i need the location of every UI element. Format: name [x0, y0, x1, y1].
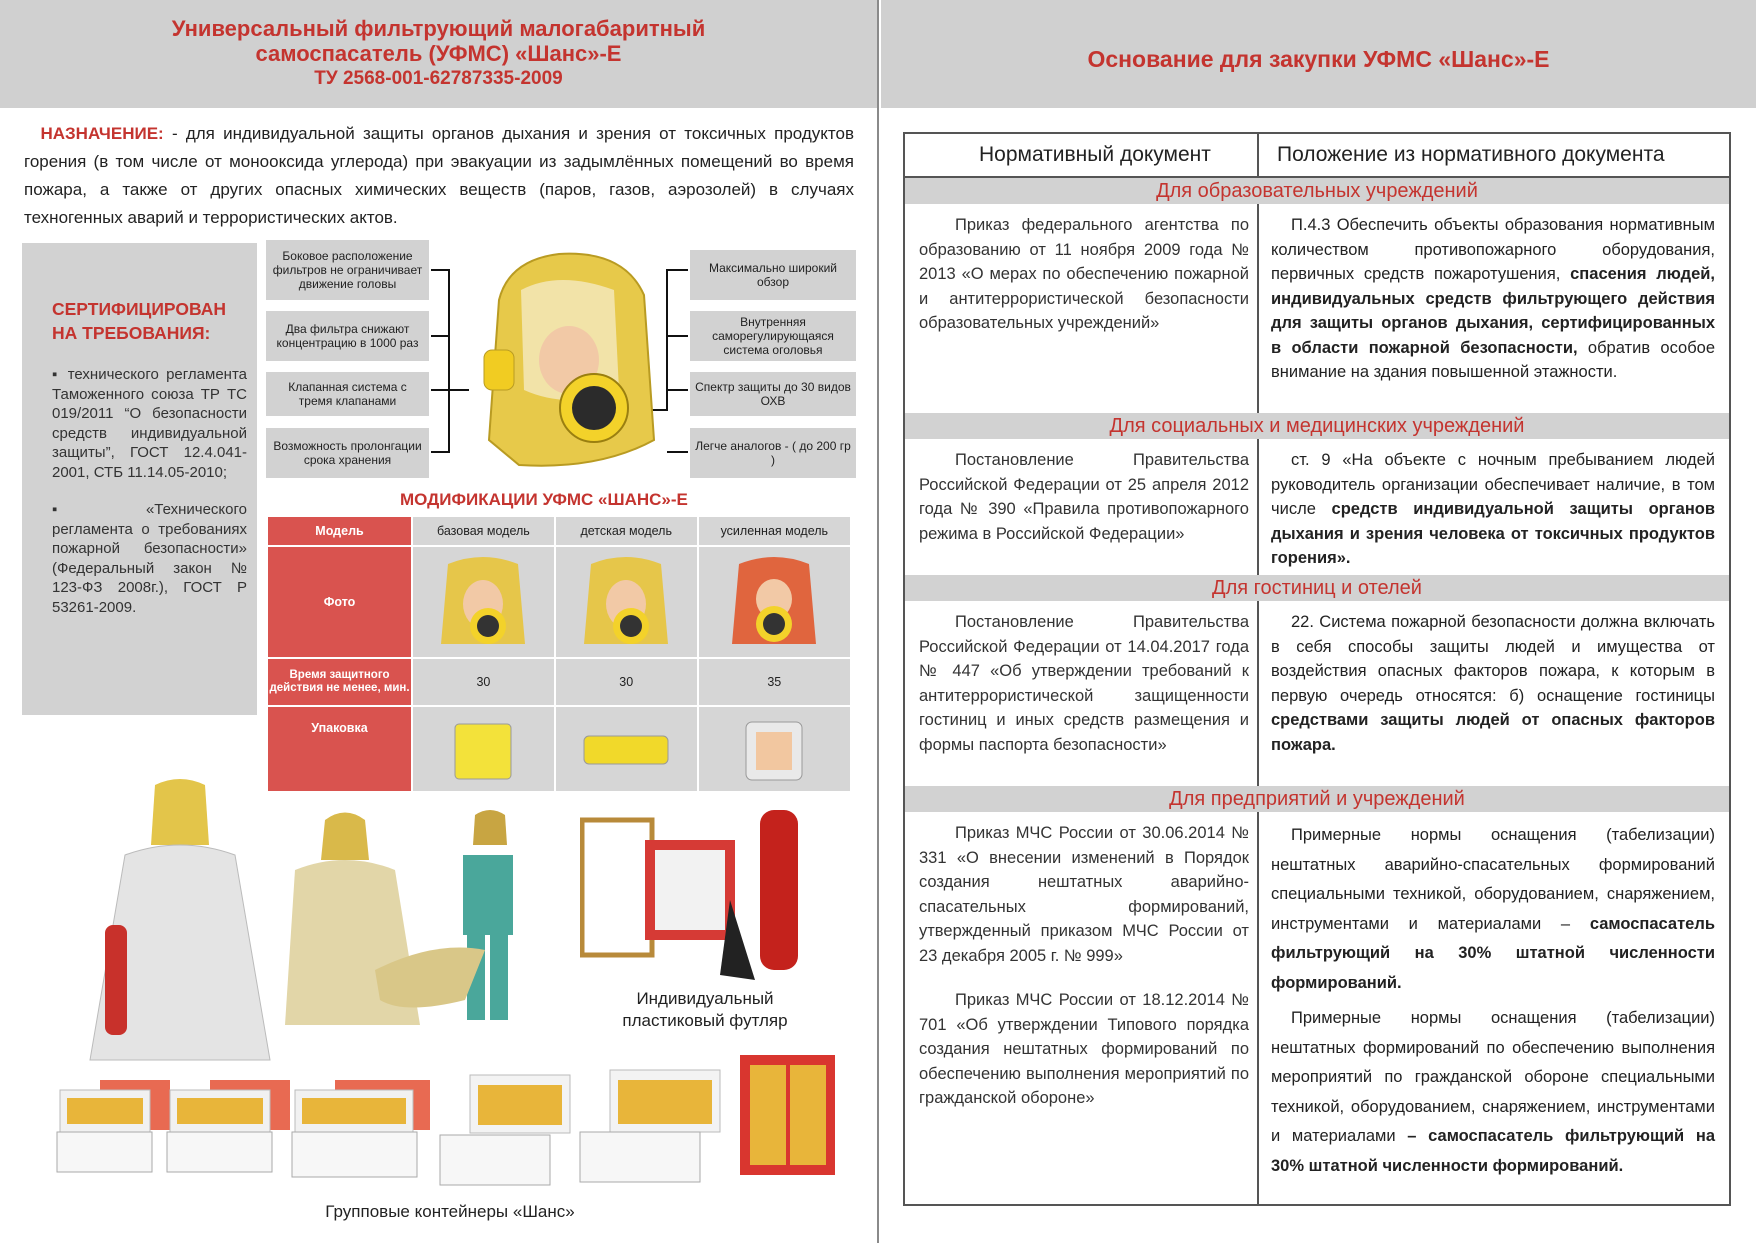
header-reinforced: усиленная модель [699, 517, 850, 545]
pack-reinforced [699, 707, 850, 791]
purpose-paragraph [24, 120, 854, 232]
table-row [905, 812, 1729, 1206]
pos-text: Примерные нормы оснащения (табелизации) нештатных формирований по обеспечению выполнения мероприятий по гражданской обороне специальными техникой, оборудованием, снаряжением, инструментами и материалами [1271, 1009, 1715, 1145]
table-row [268, 547, 850, 657]
modifications-title: МОДИФИКАЦИИ УФМС «ШАНС»-Е [400, 490, 688, 509]
pos-bold: самоспасатель фильтрующий на 30% штатной численности формирований. [1271, 914, 1715, 992]
pos-bold: – самоспасатель фильтрующий на 30% штатной численности формирований. [1271, 1127, 1716, 1175]
modifications-table [266, 515, 852, 793]
table-row [268, 517, 850, 545]
caption-group-containers: Групповые контейнеры «Шанс» [325, 1202, 575, 1221]
section-education: Для образовательных учреждений [905, 178, 1729, 204]
table-header [905, 134, 1729, 178]
pos-text: обратив особое внимание на здания повышенной этажности. [1271, 338, 1715, 381]
feature-prolongation: Возможность пролонгации срока хранения [266, 428, 429, 478]
time-base: 30 [413, 659, 554, 705]
pos-701 [1271, 1004, 1715, 1181]
doc-enterprises [905, 812, 1259, 1206]
feature-headband: Внутренняя саморегулирующаяся система оголовья [690, 311, 856, 361]
left-header [0, 0, 877, 108]
photo-base [413, 547, 554, 657]
pos-text: ст. 9 «На объекте с ночным пребыванием людей руководитель организации обеспечивает наличие, в том числе [1271, 451, 1715, 518]
time-child: 30 [556, 659, 697, 705]
pos-enterprises [1259, 812, 1729, 1206]
pos-text: 22. Система пожарной безопасности должна включать в себя способы защиты людей и имущества от воздействия опасных факторов пожара, к которым в первую очередь относятся: б) оснащение гостиницы [1271, 613, 1715, 705]
pos-social [1259, 439, 1729, 575]
title-line-1: Универсальный фильтрующий малогабаритный [171, 16, 706, 41]
doc-education: Приказ федерального агентства по образованию от 11 ноября 2009 года № 2013 «О мерах по обеспечению пожарной и антитеррористической безопасности образовательных учреждений» [905, 204, 1259, 413]
purpose-text: - для индивидуальной защиты органов дыхания и зрения от токсичных продуктов горения (в том числе от монооксида углерода) при эвакуации из задымлённых помещений во время пожара, а также от других опасных химических веществ (паров, газов, аэрозолей) в случаях техногенных аварий и террористических актов. [24, 124, 855, 227]
pos-hotels [1259, 601, 1729, 786]
section-enterprises: Для предприятий и учреждений [905, 786, 1729, 812]
col-header-position: Положение из нормативного документа [1277, 143, 1665, 166]
photo-reinforced [699, 547, 850, 657]
cert-item-1: ▪ технического регламента Таможенного союза ТР ТС 019/2011 “О безопасности средств индивидуальной защиты”, ГОСТ 12.4.041-2001, СТБ 11.14.05-2010; [52, 366, 247, 481]
pack-child [556, 707, 697, 791]
pos-bold: средствами защиты людей от опасных факторов пожара. [1271, 711, 1715, 754]
table-row [905, 601, 1729, 786]
pack-base [413, 707, 554, 791]
section-hotels: Для гостиниц и отелей [905, 575, 1729, 601]
row-photo-label: Фото [268, 547, 411, 657]
table-row [268, 659, 850, 705]
title-line-2: самоспасатель (УФМС) «Шанс»-Е [255, 41, 622, 66]
col-header-document: Нормативный документ [905, 134, 1259, 176]
pos-bold: средств индивидуальной защиты органов дыхания и зрения человека от токсичных продуктов горения». [1271, 500, 1716, 567]
cert-item-2: ▪ «Технического регламента о требованиях пожарной безопасности» (Федеральный закон № 123-ФЗ 2008г.), ГОСТ Р 53261-2009. [52, 501, 247, 616]
doc-701: Приказ МЧС России от 18.12.2014 № 701 «Об утверждении Типового порядка создания нештатных формирований по обеспечению выполнения мероприятий по гражданской обороне» [919, 991, 1249, 1107]
row-time-label: Время защитного действия не менее, мин. [268, 659, 411, 705]
pos-education [1259, 204, 1729, 413]
purpose-label: НАЗНАЧЕНИЕ: [40, 124, 164, 143]
feature-side-filters: Боковое расположение фильтров не ограничивает движение головы [266, 240, 429, 300]
right-page [881, 0, 1756, 1243]
header-child: детская модель [556, 517, 697, 545]
pos-text: Примерные нормы оснащения (табелизации) нештатных аварийно-спасательных формирований специальными техникой, оборудованием, снаряжением, инструментами и материалами – [1271, 826, 1715, 933]
time-reinforced: 35 [699, 659, 850, 705]
demo-wall-case [580, 790, 830, 980]
feature-lighter: Легче аналогов - ( до 200 гр ) [690, 428, 856, 478]
doc-social: Постановление Правительства Российской Федерации от 25 апреля 2012 года № 390 «Правила противопожарного режима в Российской Федерации» [905, 439, 1259, 575]
pos-bold: спасения людей, индивидуальных средств фильтрующего действия для защиты органов дыхания, сертифицированных в области пожарной безопасности, [1271, 265, 1715, 357]
right-header [881, 0, 1756, 108]
section-social-medical: Для социальных и медицинских учреждений [905, 413, 1729, 439]
title-line-3: ТУ 2568-001-62787335-2009 [314, 68, 563, 89]
hood-illustration [429, 240, 690, 485]
doc-hotels: Постановление Правительства Российской Федерации от 14.04.2017 года № 447 «Об утверждении требований к антитеррористической защищенности гостиниц и иных средств размещения и формы паспорта безопасности» [905, 601, 1259, 786]
caption-plastic-case: Индивидуальный пластиковый футляр [622, 989, 788, 1030]
photo-child [556, 547, 697, 657]
doc-331: Приказ МЧС России от 30.06.2014 № 331 «О внесении изменений в Порядок создания нештатных аварийно-спасательных формирований, утвержденный приказом МЧС России от 23 декабря 2005 г. № 999» [919, 824, 1249, 965]
header-model: Модель [268, 517, 411, 545]
feature-two-filters: Два фильтра снижают концентрацию в 1000 раз [266, 311, 429, 361]
demo-evacuation [285, 800, 555, 1040]
feature-wide-view: Максимально широкий обзор [690, 250, 856, 300]
normative-table [903, 132, 1731, 1206]
table-row [905, 204, 1729, 413]
demo-person-cape [85, 775, 275, 1065]
table-row [268, 707, 850, 791]
table-row [905, 439, 1729, 575]
row-pack-label: Упаковка [268, 707, 411, 791]
group-containers-row [55, 1050, 845, 1195]
pos-text: П.4.3 Обеспечить объекты образования нормативным количеством противопожарного оборудования, первичных средств пожаротушения, [1271, 216, 1715, 283]
cert-title: СЕРТИФИЦИРОВАН НА ТРЕБОВАНИЯ: [52, 299, 226, 343]
certification-panel [22, 243, 257, 715]
feature-valves: Клапанная система с тремя клапанами [266, 372, 429, 416]
right-title: Основание для закупки УФМС «Шанс»-Е [1087, 46, 1550, 72]
pos-331 [1271, 821, 1715, 998]
feature-protection-spectrum: Спектр защиты до 30 видов ОХВ [690, 372, 856, 416]
header-base: базовая модель [413, 517, 554, 545]
